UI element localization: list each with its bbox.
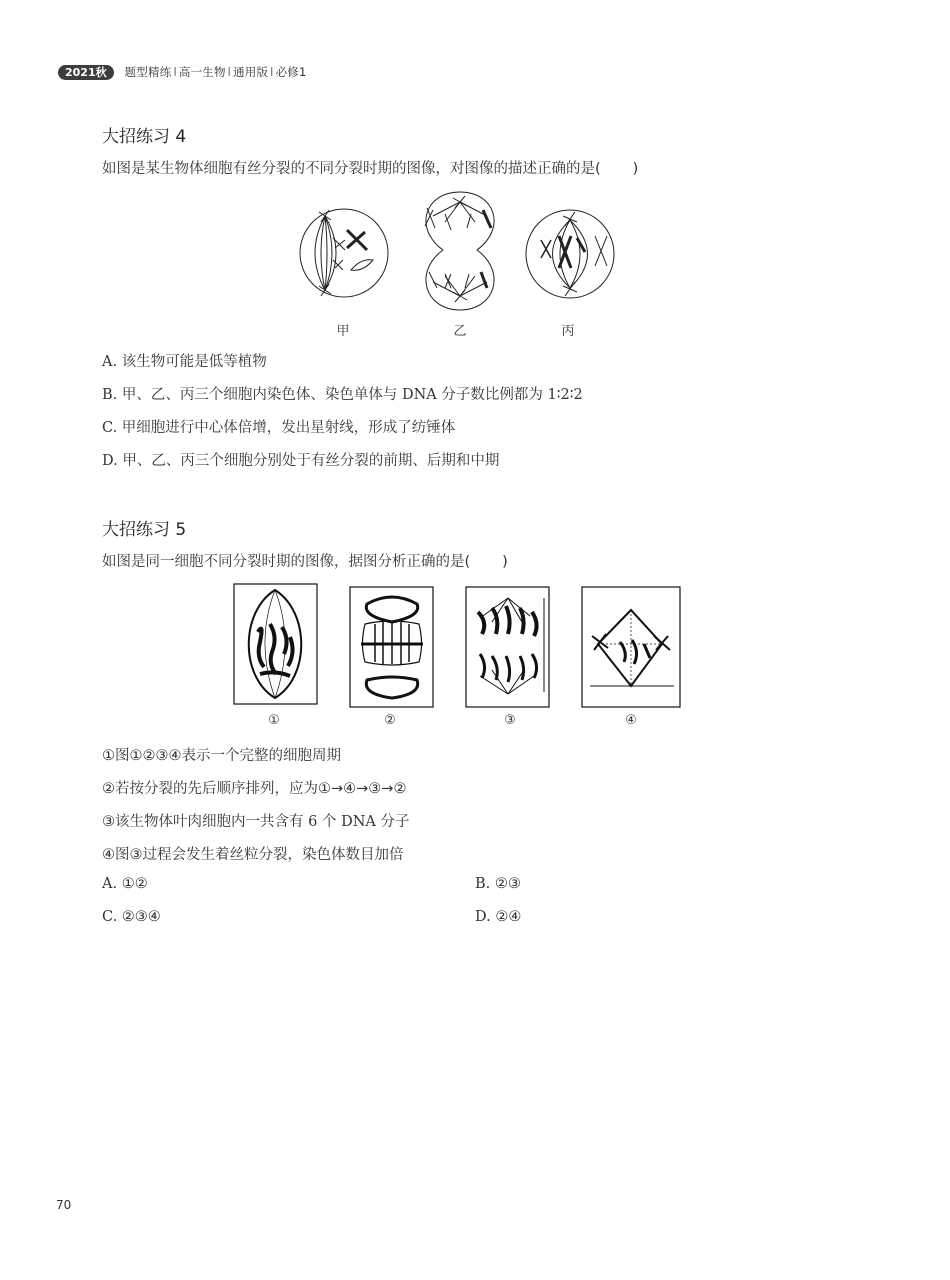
micrograph-4 xyxy=(582,587,680,707)
option-letter: D. xyxy=(475,909,491,925)
micrograph-label-4: ④ xyxy=(625,713,637,728)
question-text: 如图是某生物体细胞有丝分裂的不同分裂时期的图像，对图像的描述正确的是( xyxy=(102,161,601,177)
option-text: 甲、乙、丙三个细胞分别处于有丝分裂的前期、后期和中期 xyxy=(122,453,500,469)
option-text: ①② xyxy=(121,876,148,892)
question-text: 如图是同一细胞不同分裂时期的图像，据图分析正确的是( xyxy=(102,554,471,570)
exercise-4-title: 大招练习 4 xyxy=(102,127,187,147)
micrograph-3 xyxy=(466,587,549,707)
statement-text: ③该生物体叶肉细胞内一共含有 xyxy=(102,814,309,830)
option-a[interactable] xyxy=(102,876,148,892)
option-letter: A. xyxy=(102,354,118,370)
dna-term: DNA xyxy=(401,387,437,403)
series-separator: l xyxy=(173,65,177,79)
series-part: 通用版 xyxy=(233,65,269,79)
option-letter: B. xyxy=(475,876,491,892)
page-number: 70 xyxy=(56,1198,72,1212)
option-text: ②③ xyxy=(494,876,521,892)
option-letter: D. xyxy=(102,453,118,469)
option-letter: A. xyxy=(102,876,118,892)
option-text: 该生物可能是低等植物 xyxy=(121,354,267,370)
running-header xyxy=(58,64,307,80)
cell-yi-drawing xyxy=(425,192,494,310)
series-separator: l xyxy=(227,65,232,79)
option-text: 甲、乙、丙三个细胞内染色体、染色单体与 xyxy=(121,387,402,403)
option-b[interactable] xyxy=(475,876,521,892)
option-a[interactable] xyxy=(102,350,267,371)
option-b[interactable] xyxy=(102,383,583,404)
mitosis-cells-figure xyxy=(295,188,625,313)
statement-4: ④图③过程会发生着丝粒分裂，染色体数目加倍 xyxy=(102,847,404,863)
figure-label-yi: 乙 xyxy=(453,324,467,339)
option-text: ②④ xyxy=(495,909,522,925)
exercise-5-title: 大招练习 5 xyxy=(102,520,187,540)
statement-1: ①图①②③④表示一个完整的细胞周期 xyxy=(102,748,341,764)
micrograph-label-1: ① xyxy=(268,713,280,728)
semester-badge: 2021秋 xyxy=(58,65,114,80)
micrograph-1 xyxy=(234,584,317,704)
option-text: 甲细胞进行中心体倍增，发出星射线，形成了纺锤体 xyxy=(121,420,456,436)
statement-text: 个 xyxy=(317,814,342,830)
figure-label-bing: 丙 xyxy=(561,324,575,339)
series-title xyxy=(125,64,307,80)
micrograph-2 xyxy=(350,587,433,707)
option-c[interactable] xyxy=(102,416,455,437)
exercise-4-question xyxy=(102,157,638,178)
option-letter: B. xyxy=(102,387,118,403)
cell-bing-drawing xyxy=(526,210,614,298)
option-d[interactable] xyxy=(475,909,521,925)
ratio-value: 1∶2∶2 xyxy=(547,387,583,403)
micrograph-label-3: ③ xyxy=(504,713,516,728)
option-c[interactable] xyxy=(102,909,161,925)
chromosome-count: 6 xyxy=(308,814,318,830)
option-letter: C. xyxy=(102,909,118,925)
micrograph-label-2: ② xyxy=(384,713,396,728)
series-part: 必修1 xyxy=(275,65,307,79)
cell-phase-micrographs xyxy=(230,582,685,710)
option-text: 分子数比例都为 xyxy=(436,387,548,403)
statement-text: 分子 xyxy=(375,814,410,830)
question-close: ) xyxy=(632,161,639,177)
series-part: 题型精练 xyxy=(124,65,172,79)
option-text: ②③④ xyxy=(121,909,161,925)
option-d[interactable] xyxy=(102,449,499,470)
statement-2: ②若按分裂的先后顺序排列，应为①→④→③→② xyxy=(102,781,407,797)
series-separator: l xyxy=(270,65,274,79)
question-close: ) xyxy=(502,554,508,570)
dna-term: DNA xyxy=(341,814,376,830)
exercise-5-question xyxy=(102,550,508,571)
figure-label-jia: 甲 xyxy=(336,324,350,339)
statement-3 xyxy=(102,810,409,831)
series-part: 高一生物 xyxy=(178,65,226,79)
cell-jia-drawing xyxy=(300,209,388,297)
option-letter: C. xyxy=(102,420,118,436)
